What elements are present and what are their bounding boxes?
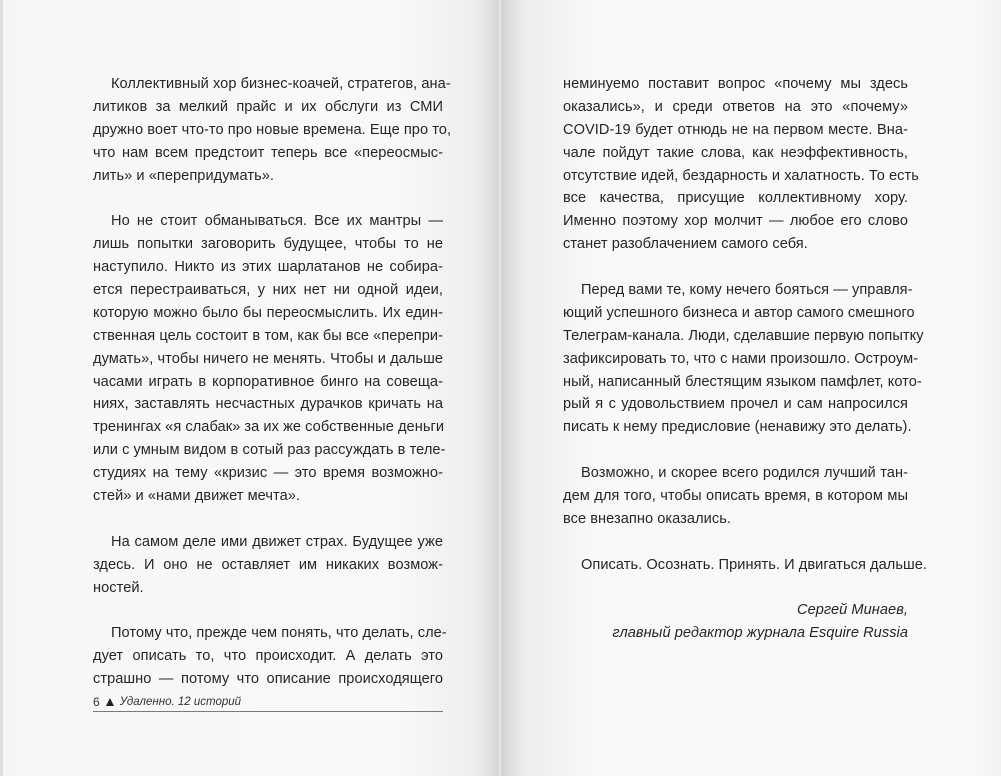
text-line: литиков за мелкий прайс и их обслуги из СМИ bbox=[93, 98, 443, 115]
text-line: дружно воет что-то про новые времена. Еще про то, bbox=[93, 121, 452, 138]
text-line: неминуемо поставит вопрос «почему мы здесь bbox=[563, 76, 908, 92]
text-line: ный, написанный блестящим языком памфлет, кото- bbox=[563, 373, 922, 390]
paragraph bbox=[93, 73, 452, 187]
text-line: COVID-19 будет отнюдь не на первом месте. Вна- bbox=[563, 121, 908, 138]
text-line: или с умным видом в сотый раз рассуждать в теле- bbox=[93, 442, 446, 459]
text-line: ностей. bbox=[93, 579, 144, 596]
signature-title: главный редактор журнала Esquire Russia bbox=[612, 625, 908, 642]
text-line: студиях на тему «кризис — это время возможно- bbox=[93, 465, 443, 482]
text-line: Перед вами те, кому нечего бояться — управля- bbox=[581, 282, 913, 299]
footer-rule bbox=[93, 711, 443, 712]
paragraph bbox=[563, 462, 908, 531]
text-line: ственная цель состоит в том, как бы все «перепри- bbox=[93, 327, 443, 344]
page-number: 6 bbox=[93, 695, 100, 709]
text-line: наступило. Никто из этих шарлатанов не собира- bbox=[93, 259, 443, 276]
text-line: стей» и «нами движет мечта». bbox=[93, 488, 301, 505]
paragraph bbox=[93, 531, 443, 600]
text-line: что нам всем предстоит теперь все «переосмыс- bbox=[93, 144, 443, 161]
text-line: Телеграм-канала. Люди, сделавшие первую попытку bbox=[563, 327, 924, 344]
text-line: Потому что, прежде чем понять, что делать, сле- bbox=[111, 625, 447, 642]
right-page-text bbox=[563, 73, 928, 645]
text-line: страшно — потому что описание происходящего bbox=[93, 671, 443, 688]
text-line: писать к нему предисловие (ненавижу это делать). bbox=[563, 419, 912, 436]
text-line: лишь попытки заговорить будущее, чтобы то не bbox=[93, 236, 443, 253]
text-line: которую можно было бы переосмыслить. Их един- bbox=[93, 304, 443, 321]
running-title: Удаленно. 12 историй bbox=[119, 696, 242, 708]
text-line: часами играть в корпоративное бинго на совеща- bbox=[93, 373, 443, 390]
page-edge-shadow bbox=[0, 0, 3, 776]
text-line: все внезапно оказались. bbox=[563, 510, 731, 527]
text-line: чале пойдут такие слова, как неэффективность, bbox=[563, 144, 908, 161]
text-line: тренингах «я слабак» за их же собственные деньги bbox=[93, 419, 445, 436]
paragraph bbox=[563, 73, 919, 256]
triangle-icon bbox=[106, 698, 114, 706]
text-line: Коллективный хор бизнес-коачей, стратегов, ана- bbox=[111, 76, 451, 92]
signature-block bbox=[563, 599, 908, 645]
signature-name: Сергей Минаев, bbox=[796, 602, 908, 619]
left-page bbox=[0, 0, 497, 776]
text-line: Описать. Осознать. Принять. И двигаться дальше. bbox=[581, 556, 928, 573]
text-line: здесь. И оно не оставляет им никаких возмож- bbox=[93, 556, 443, 573]
text-line: отсутствие идей, бездарность и халатность. То есть bbox=[563, 167, 919, 184]
text-line: дует описать то, что происходит. А делать это bbox=[93, 648, 443, 665]
text-line: зафиксировать то, что с нами произошло. Остроум- bbox=[563, 350, 919, 367]
text-line: ется перестраиваться, у них нет ни одной идеи, bbox=[93, 282, 443, 299]
text-line: станет разоблачением самого себя. bbox=[563, 236, 808, 253]
text-line: оказались», и среди ответов на это «почему» bbox=[563, 98, 908, 115]
paragraph bbox=[93, 210, 446, 508]
text-line: ниях, заставлять несчастных дурачков кричать на bbox=[93, 396, 443, 413]
text-line: лить» и «перепридумать». bbox=[93, 167, 275, 184]
paragraph bbox=[563, 554, 928, 577]
text-line: Возможно, и скорее всего родился лучший тан- bbox=[581, 465, 908, 482]
text-line: На самом деле ими движет страх. Будущее уже bbox=[111, 533, 443, 550]
text-line: рый я с удовольствием прочел и сам напросился bbox=[563, 396, 908, 413]
left-page-text bbox=[93, 73, 452, 714]
text-line: ющий успешного бизнеса и автор самого смешного bbox=[563, 304, 915, 321]
text-line: все качества, присущие коллективному хору. bbox=[563, 190, 908, 207]
text-line: Но не стоит обманываться. Все их мантры — bbox=[111, 213, 443, 230]
paragraph bbox=[563, 279, 924, 439]
text-line: Именно поэтому хор молчит — любое его слово bbox=[563, 213, 908, 230]
text-line: думать», чтобы ничего не менять. Чтобы и дальше bbox=[93, 350, 443, 367]
running-footer bbox=[93, 693, 443, 711]
text-line: дем для того, чтобы описать время, в котором мы bbox=[563, 488, 908, 505]
paragraph bbox=[93, 622, 447, 691]
